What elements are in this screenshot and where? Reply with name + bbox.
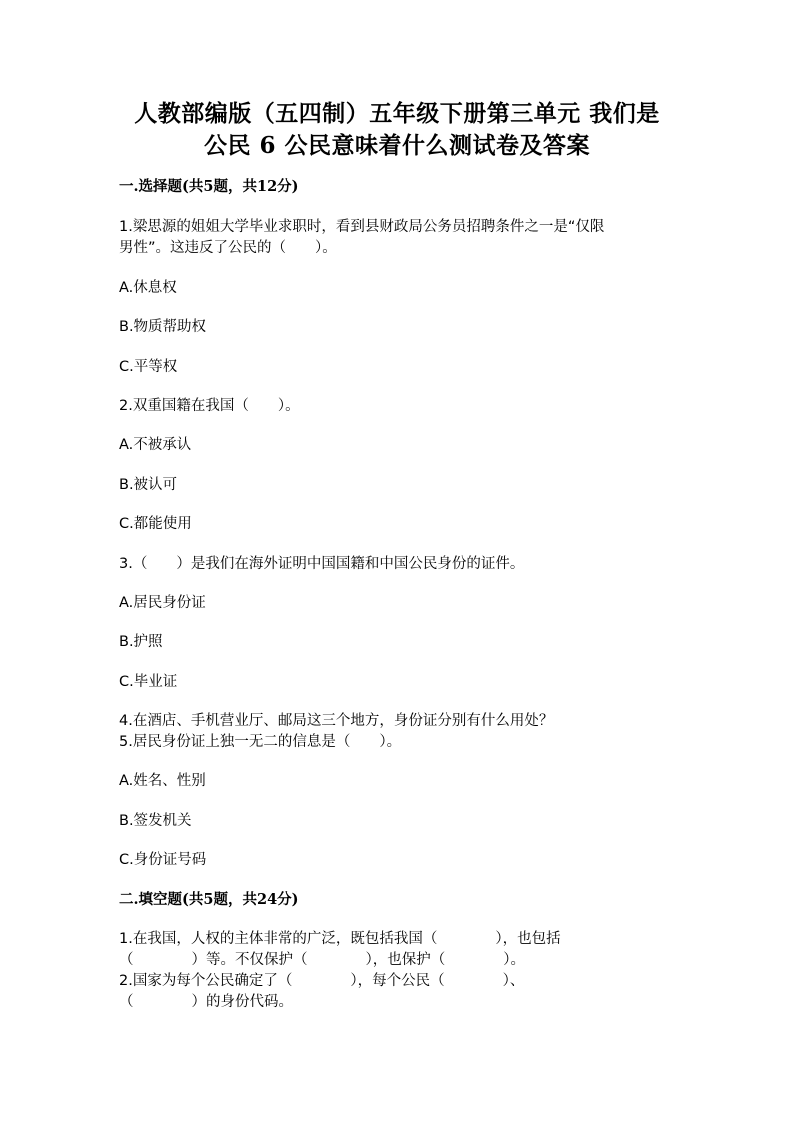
question-4-stem: 4.在酒店、手机营业厅、邮局这三个地方，身份证分别有什么用处？ [119, 713, 554, 729]
document-title-line-2: 公民 6 公民意味着什么测试卷及答案 [203, 132, 591, 159]
question-2-option-a: A.不被承认 [119, 437, 192, 453]
question-1-option-c: C.平等权 [119, 359, 178, 375]
question-5-option-c: C.身份证号码 [119, 852, 207, 868]
fill-question-2-line-1: 2.国家为每个公民确定了（ ），每个公民（ ）、 [119, 973, 525, 989]
question-1-option-a: A.休息权 [119, 280, 177, 296]
question-5-stem: 5.居民身份证上独一无二的信息是（ ）。 [119, 734, 402, 750]
question-3-stem: 3.（ ）是我们在海外证明中国国籍和中国公民身份的证件。 [119, 556, 525, 572]
question-3-option-a: A.居民身份证 [119, 595, 206, 611]
question-2-option-b: B.被认可 [119, 477, 178, 493]
question-2-stem: 2.双重国籍在我国（ ）。 [119, 398, 300, 414]
question-5-option-a: A.姓名、性别 [119, 773, 206, 789]
section-heading-fill-in-blank: 二.填空题(共5题，共24分) [119, 891, 299, 908]
question-1-stem-line-1: 1.梁思源的姐姐大学毕业求职时，看到县财政局公务员招聘条件之一是“仅限 [119, 219, 605, 235]
fill-question-1-line-1: 1.在我国，人权的主体非常的广泛，既包括我国（ ），也包括 [119, 931, 561, 947]
question-1-option-b: B.物质帮助权 [119, 319, 207, 335]
question-2-option-c: C.都能使用 [119, 516, 192, 532]
question-1-stem-line-2: 男性”。这违反了公民的（ ）。 [119, 240, 337, 256]
document-title-line-1: 人教部编版（五四制）五年级下册第三单元 我们是 [134, 100, 660, 127]
fill-question-2-line-2: （ ）的身份代码。 [119, 994, 293, 1010]
section-heading-multiple-choice: 一.选择题(共5题，共12分) [119, 178, 299, 195]
question-3-option-b: B.护照 [119, 634, 163, 650]
question-3-option-c: C.毕业证 [119, 674, 178, 690]
question-5-option-b: B.签发机关 [119, 813, 192, 829]
fill-question-1-line-2: （ ）等。不仅保护（ ），也保护（ ）。 [119, 952, 525, 968]
